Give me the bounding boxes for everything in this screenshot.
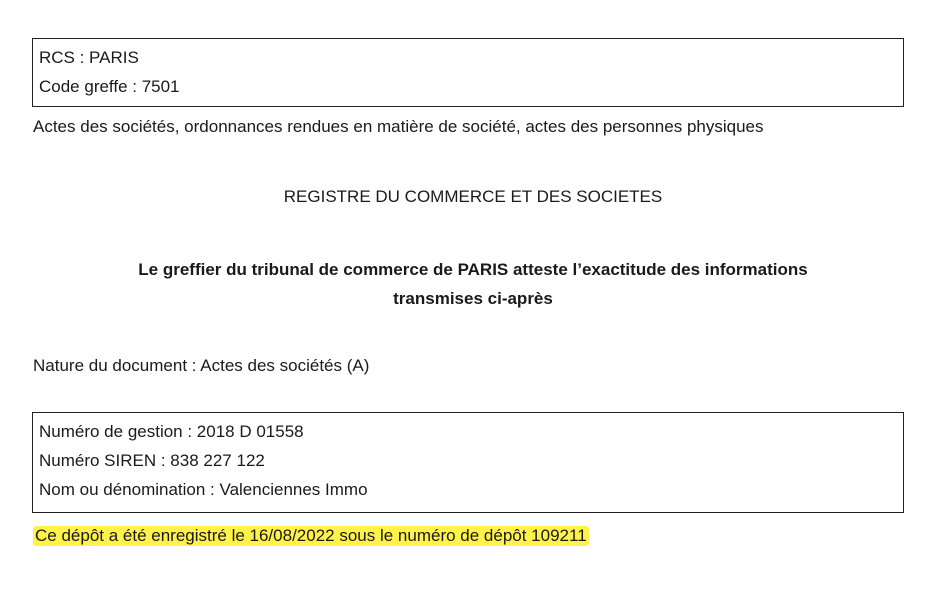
management-number-line: Numéro de gestion : 2018 D 01558: [39, 422, 304, 441]
registry-info-box: [32, 38, 904, 107]
attestation-heading: [0, 255, 946, 313]
deposit-notice-highlighted: Ce dépôt a été enregistré le 16/08/2022 sous le numéro de dépôt 109211: [35, 526, 587, 545]
rcs-line: RCS : PARIS: [39, 48, 139, 67]
siren-line: Numéro SIREN : 838 227 122: [39, 451, 265, 470]
registry-title: REGISTRE DU COMMERCE ET DES SOCIETES: [283, 187, 663, 206]
attestation-line-2: transmises ci-après: [393, 289, 553, 308]
acts-description: Actes des sociétés, ordonnances rendues en matière de société, actes des personnes physiques: [33, 117, 764, 136]
company-name-line: Nom ou dénomination : Valenciennes Immo: [39, 480, 368, 499]
company-info-box: [32, 412, 904, 513]
code-greffe-line: Code greffe : 7501: [39, 77, 180, 96]
document-nature: Nature du document : Actes des sociétés (A): [33, 356, 370, 375]
attestation-line-1: Le greffier du tribunal de commerce de PARIS atteste l’exactitude des informations: [138, 260, 808, 279]
